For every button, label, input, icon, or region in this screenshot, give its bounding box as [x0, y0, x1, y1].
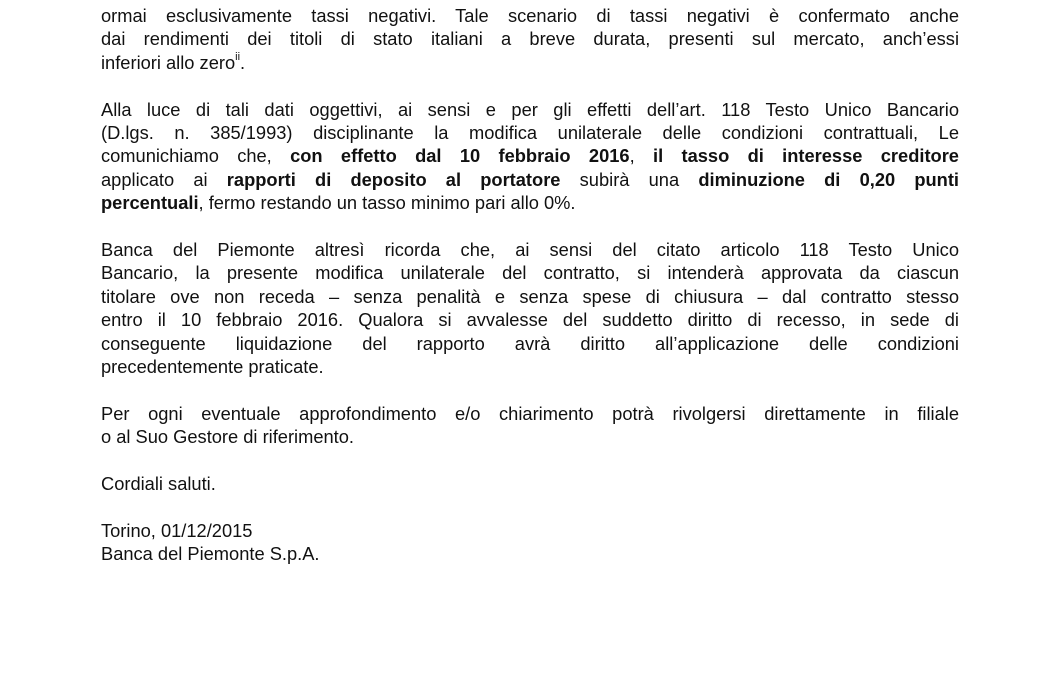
- paragraph-text: applicato ai: [101, 168, 227, 190]
- paragraph-text: ,: [629, 145, 653, 167]
- bold-effective-date: con effetto dal 10 febbraio 2016: [290, 145, 630, 167]
- paragraph-line: [101, 168, 959, 191]
- signature-block: [101, 519, 959, 566]
- paragraph-line: (D.lgs. n. 385/1993) disciplinante la modifica unilaterale delle condizioni contrattuali, Le: [101, 122, 959, 144]
- paragraph-line: Alla luce di tali dati oggettivi, ai sensi e per gli effetti dell’art. 118 Testo Unico Bancario: [101, 98, 959, 120]
- signature-name: Banca del Piemonte S.p.A.: [101, 543, 320, 565]
- letter-body: [101, 0, 959, 566]
- bold-deposit-accounts: rapporti di deposito al portatore: [226, 168, 561, 190]
- paragraph-text: .: [240, 51, 246, 73]
- paragraph-line: o al Suo Gestore di riferimento.: [101, 426, 355, 448]
- paragraph-line: [101, 191, 959, 214]
- paragraph-line: dai rendimenti dei titoli di stato italiani a breve durata, presenti sul mercato, anch’essi: [101, 28, 959, 50]
- paragraph-line: [101, 51, 959, 74]
- paragraph-negative-rates: [101, 4, 959, 74]
- bold-decrease: diminuzione di 0,20 punti: [698, 168, 960, 190]
- paragraph-rate-change: [101, 98, 959, 215]
- bold-percent-points: percentuali: [101, 192, 199, 214]
- footnote-ref: ii: [235, 50, 241, 63]
- paragraph-line: titolare ove non receda – senza penalità e senza spese di chiusura – dal contratto stesso: [101, 285, 959, 307]
- paragraph-text: inferiori allo zero: [101, 51, 236, 73]
- paragraph-line: precedentemente praticate.: [101, 356, 324, 378]
- paragraph-line: conseguente liquidazione del rapporto avrà diritto all’applicazione delle condizioni: [101, 332, 959, 354]
- paragraph-text: subirà una: [560, 168, 699, 190]
- closing-text: Cordiali saluti.: [101, 473, 216, 495]
- closing-salutation: [101, 472, 959, 495]
- paragraph-line: Per ogni eventuale approfondimento e/o chiarimento potrà rivolgersi direttamente in filiale: [101, 402, 959, 424]
- paragraph-line: Banca del Piemonte altresì ricorda che, ai sensi del citato articolo 118 Testo Unico: [101, 239, 959, 261]
- paragraph-text: comunichiamo che,: [101, 145, 291, 167]
- cropped-top-line: [101, 0, 959, 4]
- paragraph-withdrawal-right: [101, 238, 959, 378]
- paragraph-line: ormai esclusivamente tassi negativi. Tale scenario di tassi negativi è confermato anche: [101, 5, 959, 26]
- place-date: Torino, 01/12/2015: [101, 519, 253, 541]
- paragraph-line: entro il 10 febbraio 2016. Qualora si avvalesse del suddetto diritto di recesso, in sede di: [101, 309, 959, 331]
- paragraph-text: , fermo restando un tasso minimo pari allo 0%.: [198, 192, 576, 214]
- paragraph-line: Bancario, la presente modifica unilaterale del contratto, si intenderà approvata da ciascun: [101, 262, 959, 284]
- paragraph-line: [101, 144, 959, 167]
- paragraph-contact: [101, 402, 959, 449]
- bold-interest-rate: il tasso di interesse creditore: [653, 145, 959, 167]
